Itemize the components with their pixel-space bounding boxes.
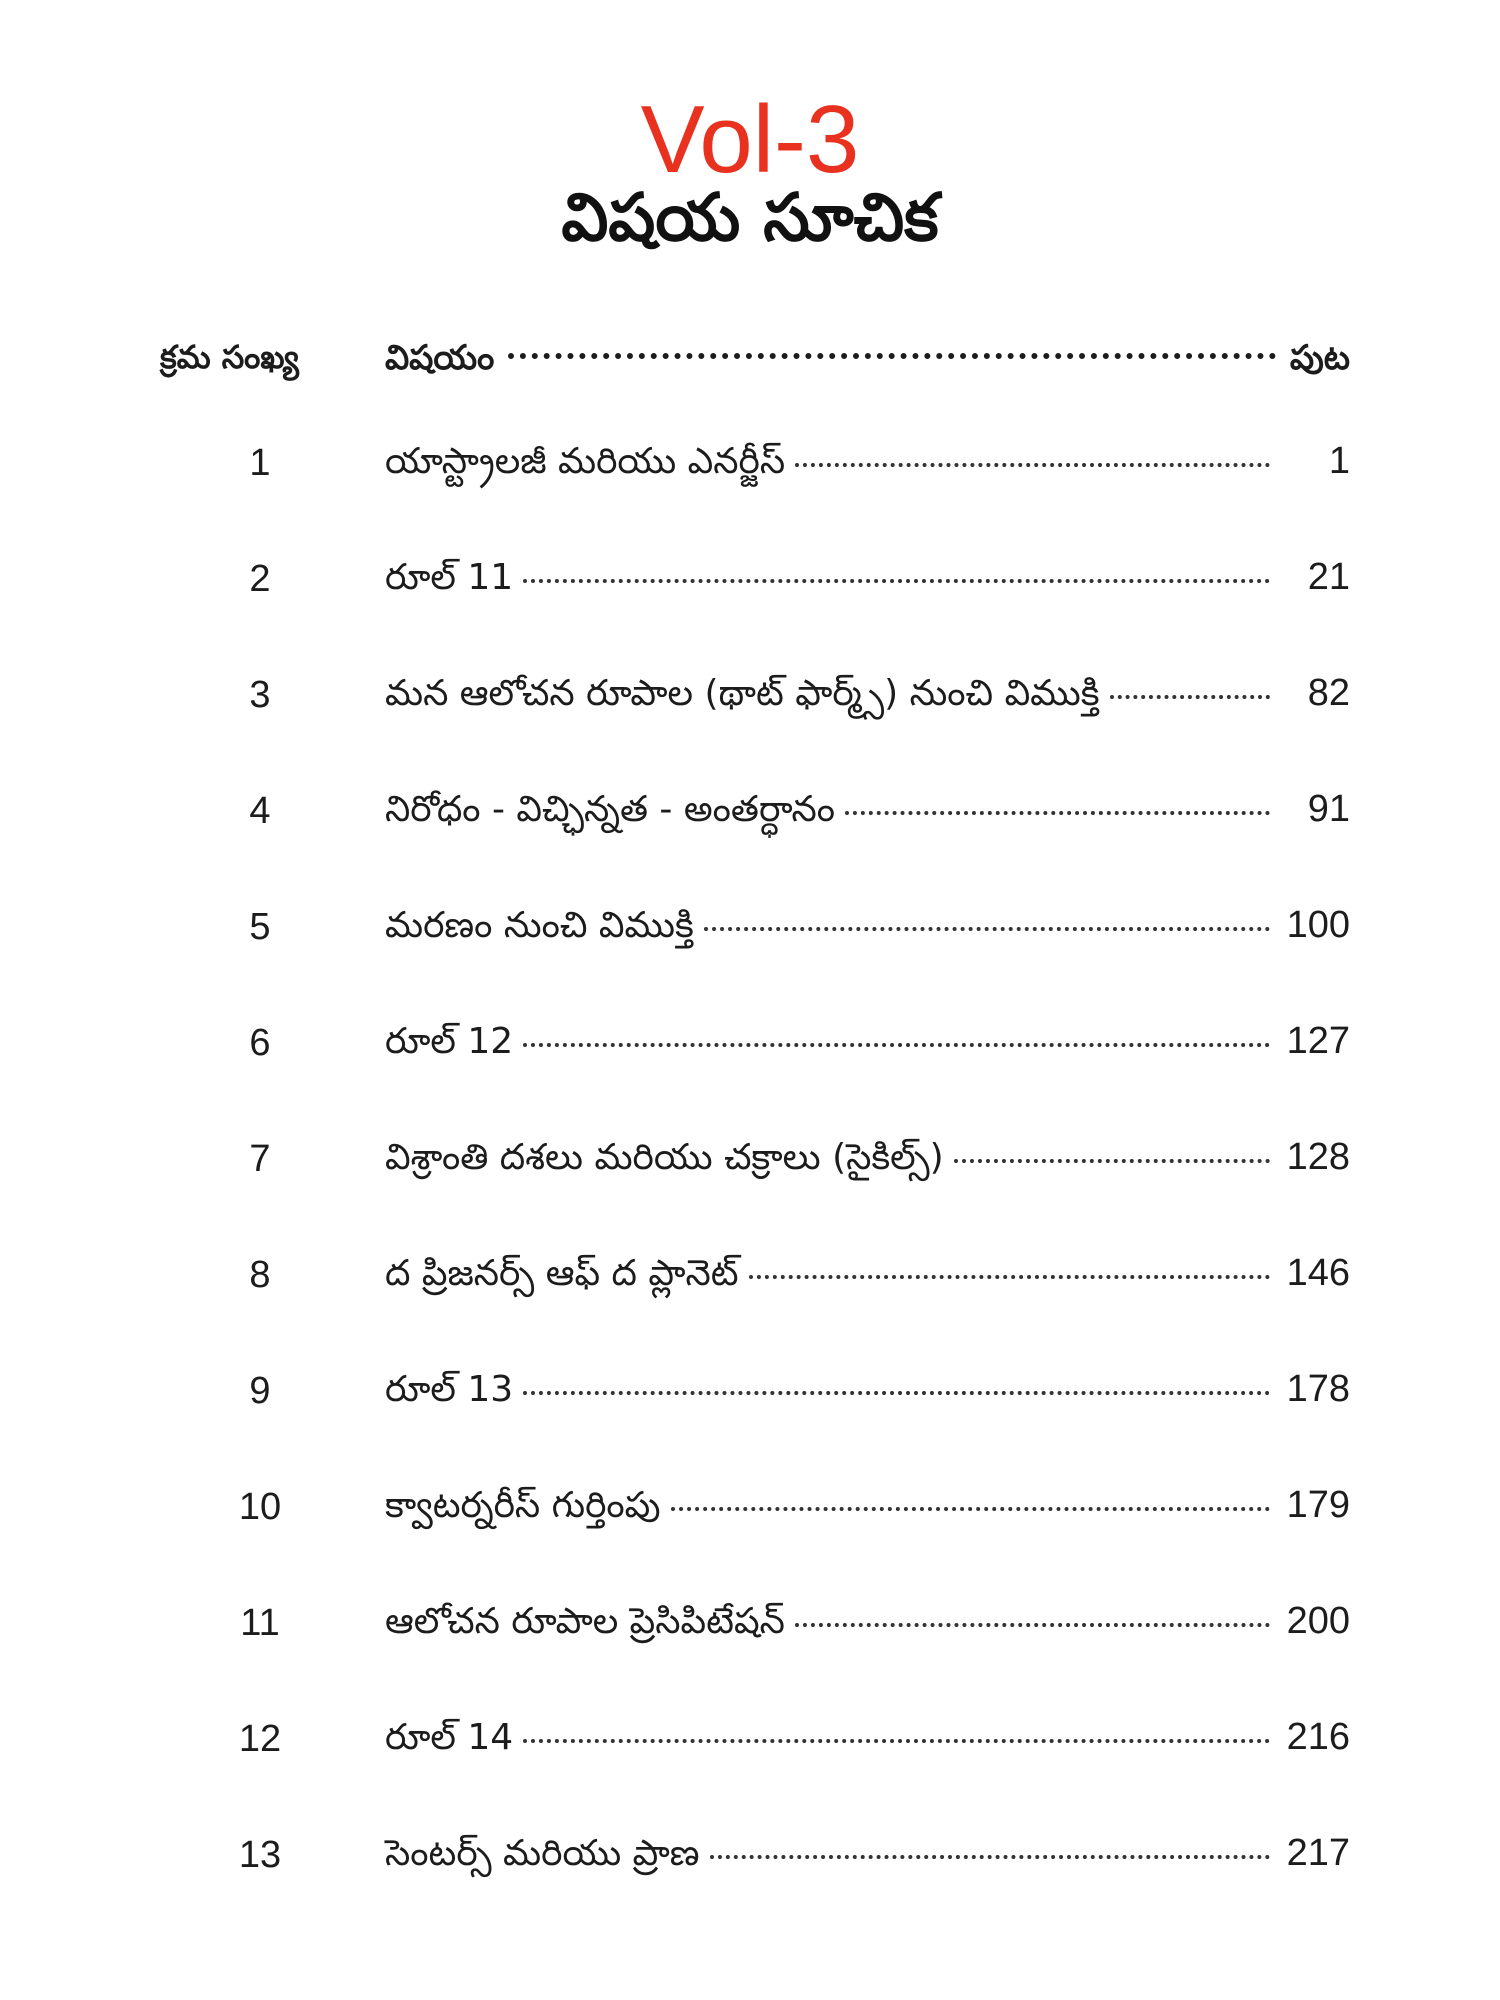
entry-topic: ఆలోచన రూపాల ప్రెసిపిటేషన్: [385, 1601, 785, 1642]
entry-number: 11: [240, 1602, 280, 1644]
entry-line: [385, 788, 1350, 839]
entry-number: 12: [238, 1718, 282, 1760]
dot-leader: [795, 463, 1270, 467]
toc-entry: [160, 768, 1350, 884]
entry-page: 1: [1328, 440, 1350, 482]
entry-line: [385, 556, 1350, 607]
dot-leader: [710, 1855, 1271, 1859]
entry-number: 4: [249, 790, 271, 832]
entry-topic: మన ఆలోచన రూపాల (థాట్ ఫార్మ్స్) నుంచి విముక్తి: [385, 673, 1100, 714]
entry-number: 8: [249, 1254, 271, 1296]
entry-topic: విశ్రాంతి దశలు మరియు చక్రాలు (సైకిల్స్): [385, 1137, 944, 1178]
toc-entry: [160, 1696, 1350, 1812]
dot-leader: [795, 1623, 1270, 1627]
entry-page: 179: [1286, 1484, 1350, 1526]
entry-page: 100: [1286, 904, 1350, 946]
entry-topic: రూల్ 12: [385, 1021, 514, 1062]
dot-leader: [704, 927, 1270, 931]
column-header-page: పుట: [1289, 338, 1350, 378]
toc-entry: [160, 1580, 1350, 1696]
toc-entry: [160, 1812, 1350, 1928]
entry-number: 9: [249, 1370, 271, 1412]
column-header-topic: విషయం: [385, 338, 495, 378]
toc-entry: [160, 420, 1350, 536]
entry-line: [385, 1832, 1350, 1883]
entry-number: 3: [249, 674, 271, 716]
toc-entry: [160, 1348, 1350, 1464]
entry-line: [385, 1020, 1350, 1071]
entry-line: [385, 1600, 1350, 1651]
dot-leader: [523, 1739, 1270, 1743]
entry-line: [385, 672, 1350, 723]
toc-list: [160, 420, 1350, 1928]
toc-entry: [160, 536, 1350, 652]
column-header-row: [160, 330, 1350, 390]
column-header-number: క్రమ సంఖ్య: [160, 338, 299, 376]
entry-line: [385, 904, 1350, 955]
entry-page: 146: [1286, 1252, 1350, 1294]
dot-leader: [1110, 695, 1270, 699]
entry-page: 21: [1307, 556, 1350, 598]
toc-entry: [160, 652, 1350, 768]
entry-topic: మరణం నుంచి విముక్తి: [385, 905, 694, 946]
entry-number: 10: [238, 1486, 282, 1528]
toc-entry: [160, 1232, 1350, 1348]
dot-leader: [508, 353, 1275, 359]
entry-line: [385, 1368, 1350, 1419]
entry-topic: క్వాటర్నరీస్ గుర్తింపు: [385, 1485, 661, 1526]
dot-leader: [845, 811, 1270, 815]
entry-topic: రూల్ 14: [385, 1717, 514, 1758]
entry-topic: నిరోధం - విచ్ఛిన్నత - అంతర్ధానం: [385, 789, 836, 830]
entry-line: [385, 1716, 1350, 1767]
entry-page: 217: [1286, 1832, 1350, 1874]
entry-topic: రూల్ 11: [385, 557, 514, 598]
page-title: విషయ సూచిక: [561, 179, 939, 256]
entry-number: 7: [249, 1138, 271, 1180]
column-header-topic-group: [385, 338, 1350, 386]
entry-line: [385, 1252, 1350, 1303]
dot-leader: [523, 579, 1270, 583]
entry-page: 128: [1286, 1136, 1350, 1178]
entry-topic: ద ప్రిజనర్స్ ఆఫ్ ద ప్లానెట్: [385, 1253, 739, 1294]
toc-entry: [160, 1116, 1350, 1232]
dot-leader: [671, 1507, 1270, 1511]
entry-number: 5: [249, 906, 271, 948]
entry-page: 91: [1307, 788, 1350, 830]
entry-page: 216: [1286, 1716, 1350, 1758]
entry-page: 178: [1286, 1368, 1350, 1410]
dot-leader: [523, 1043, 1270, 1047]
volume-label: Vol-3: [640, 86, 860, 193]
entry-number: 1: [249, 442, 271, 484]
entry-line: [385, 440, 1350, 491]
entry-topic: యాస్ట్రాలజీ మరియు ఎనర్జీస్: [385, 441, 786, 482]
toc-entry: [160, 1000, 1350, 1116]
entry-topic: రూల్ 13: [385, 1369, 514, 1410]
entry-page: 82: [1307, 672, 1350, 714]
toc-entry: [160, 1464, 1350, 1580]
toc-entry: [160, 884, 1350, 1000]
entry-topic: సెంటర్స్ మరియు ప్రాణ: [385, 1833, 700, 1874]
entry-number: 6: [249, 1022, 271, 1064]
entry-number: 2: [249, 558, 271, 600]
dot-leader: [523, 1391, 1270, 1395]
dot-leader: [749, 1275, 1270, 1279]
entry-page: 127: [1286, 1020, 1350, 1062]
entry-line: [385, 1136, 1350, 1187]
entry-number: 13: [238, 1834, 282, 1876]
entry-page: 200: [1286, 1600, 1350, 1642]
entry-line: [385, 1484, 1350, 1535]
dot-leader: [954, 1159, 1270, 1163]
